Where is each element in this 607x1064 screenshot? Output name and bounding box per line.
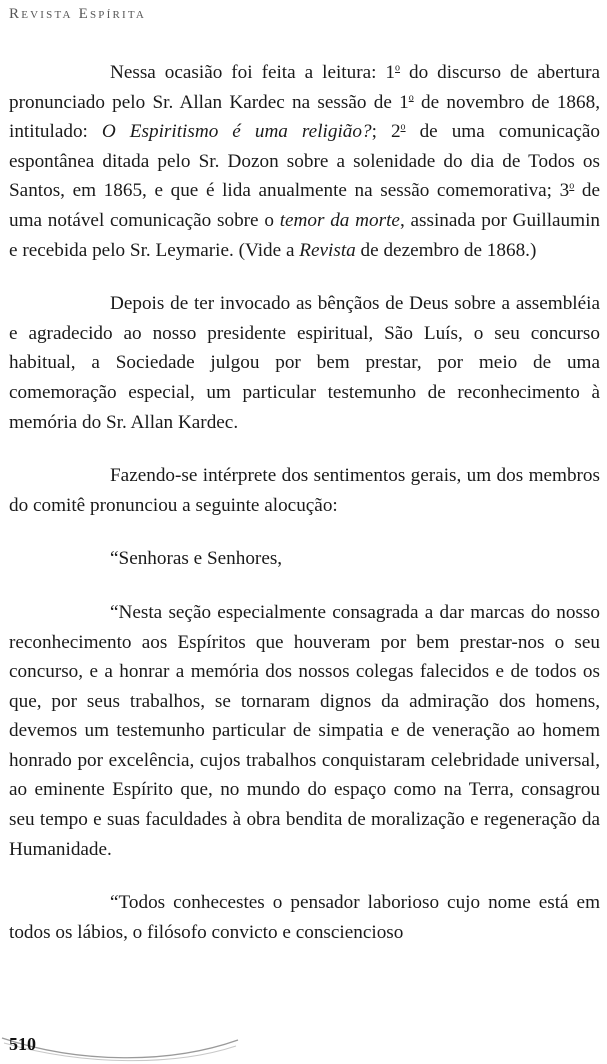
text-run: Depois de ter invocado as bênçãos de Deus sobre a assembléia e agradecido ao nosso presidente espiritual, São Luís, o seu concurso habitual, a Sociedade julgou por bem prestar, por meio de uma comemoração especial, um particular testemunho de reconhecimento à memória do Sr. Allan Kardec.	[9, 293, 600, 433]
running-title: Revista Espírita	[9, 6, 147, 22]
text-run: de dezembro de 1868.)	[355, 239, 537, 261]
text-run: de uma notável comunicação sobre o	[9, 180, 600, 231]
paragraph	[9, 598, 600, 864]
text-run: , assinada por Guillaumin e recebida pelo Sr. Leymarie. (Vide a	[9, 209, 600, 261]
text-run: “Todos conhecestes o pensador laborioso cujo nome está em todos os lábios, o filósofo convicto e consciencioso	[9, 892, 600, 943]
italic-title: O Espiritismo é uma religião?	[101, 121, 372, 143]
text-run: Fazendo-se intérprete dos sentimentos gerais, um dos membros do comitê pronunciou a seguinte alocução:	[9, 465, 600, 516]
italic-title: Revista	[299, 239, 356, 261]
paragraph	[9, 289, 600, 437]
text-run: do discurso de abertura pronunciado pelo Sr. Allan Kardec na sessão de 1	[9, 62, 600, 113]
text-run: “Senhoras e Senhores,	[110, 548, 283, 570]
text-run: de novembro de 1868, intitulado:	[9, 91, 600, 143]
paragraph	[9, 544, 600, 574]
page-footer	[0, 1030, 607, 1064]
footer-swoosh-decoration	[0, 1030, 240, 1064]
page-body	[9, 58, 600, 971]
paragraph	[9, 461, 600, 520]
ordinal-superscript: o	[569, 180, 575, 192]
italic-title: temor da morte	[279, 209, 400, 231]
paragraph	[9, 888, 600, 947]
ordinal-superscript: o	[408, 92, 414, 104]
text-run: “Nesta seção especialmente consagrada a dar marcas do nosso reconhecimento aos Espíritos que houveram por bem prestar-nos o seu concurso, e a honrar a memória dos nossos colegas falecidos e de todos os que, por seus trabalhos, se tornaram dignos da admiração dos homens, devemos um testemunho particular de simpatia e de veneração ao homem honrado por excelência, cujos trabalhos conquistaram celebridade universal, ao eminente Espírito que, no mundo do espaço como na Terra, consagrou seu tempo e suas faculdades à obra bendita de moralização e regeneração da Humanidade.	[9, 601, 600, 860]
page-number: 510	[9, 1034, 36, 1054]
ordinal-superscript: o	[395, 62, 401, 74]
paragraph	[9, 58, 600, 265]
text-run: ; 2	[371, 121, 401, 143]
ordinal-superscript: o	[400, 121, 406, 133]
text-run: Nessa ocasião foi feita a leitura: 1	[110, 62, 396, 83]
text-run: de uma comunicação espontânea ditada pelo Sr. Dozon sobre a solenidade do dia de Todos os Santos, em 1865, e que é lida anualmente na sessão comemorativa; 3	[9, 121, 600, 202]
running-header	[9, 6, 146, 23]
